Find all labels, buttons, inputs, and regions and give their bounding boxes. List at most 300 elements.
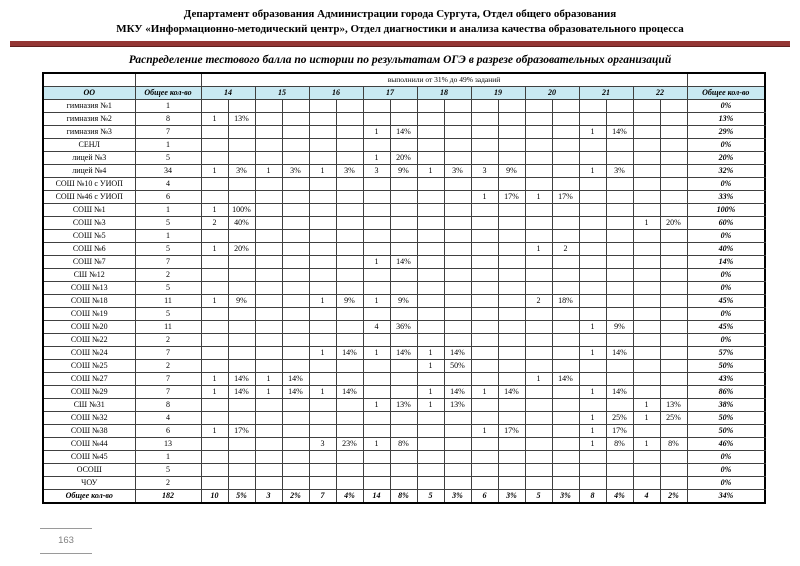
score-pct-cell: [282, 438, 309, 451]
table-row: [43, 464, 765, 477]
score-count-cell: [363, 217, 390, 230]
score-count-cell: [363, 412, 390, 425]
org-name-cell: СОШ №45: [43, 451, 135, 464]
score-pct-cell: [498, 204, 525, 217]
score-pct-cell: [552, 100, 579, 113]
score-count-cell: [525, 321, 552, 334]
score-count-cell: [363, 464, 390, 477]
score-count-cell: [309, 477, 336, 490]
score-pct-cell: [444, 217, 471, 230]
table-body: [43, 100, 765, 504]
score-count-cell: [579, 269, 606, 282]
totals-row: [43, 490, 765, 504]
score-pct-cell: [552, 412, 579, 425]
score-count-cell: [633, 477, 660, 490]
table-row: [43, 399, 765, 412]
score-pct-cell: [498, 243, 525, 256]
row-final-pct-cell: 0%: [687, 100, 765, 113]
score-pct-cell: 2%: [660, 490, 687, 504]
score-count-cell: [255, 321, 282, 334]
org-total-cell: 6: [135, 425, 201, 438]
col-header-score-17: 17: [363, 87, 417, 100]
score-count-cell: [471, 399, 498, 412]
score-pct-cell: [228, 126, 255, 139]
org-name-cell: лицей №4: [43, 165, 135, 178]
score-pct-cell: [282, 399, 309, 412]
score-pct-cell: [444, 100, 471, 113]
score-count-cell: [309, 399, 336, 412]
score-count-cell: [525, 399, 552, 412]
table-row: [43, 451, 765, 464]
score-count-cell: [417, 204, 444, 217]
score-pct-cell: [606, 204, 633, 217]
score-count-cell: [579, 451, 606, 464]
score-count-cell: [309, 100, 336, 113]
score-count-cell: [579, 191, 606, 204]
score-pct-cell: [336, 321, 363, 334]
score-count-cell: [201, 191, 228, 204]
score-pct-cell: [660, 386, 687, 399]
score-count-cell: [525, 360, 552, 373]
score-pct-cell: [498, 321, 525, 334]
score-count-cell: 1: [417, 347, 444, 360]
span-header-row: [43, 73, 765, 87]
score-count-cell: [363, 282, 390, 295]
score-count-cell: 1: [363, 347, 390, 360]
score-count-cell: [417, 152, 444, 165]
score-pct-cell: 14%: [228, 386, 255, 399]
org-total-cell: 7: [135, 256, 201, 269]
span-header-label: выполнили от 31% до 49% заданий: [201, 73, 687, 87]
score-count-cell: [633, 113, 660, 126]
table-row: [43, 217, 765, 230]
score-count-cell: 1: [579, 126, 606, 139]
col-header-total-left: Общее кол-во: [135, 87, 201, 100]
score-pct-cell: [498, 230, 525, 243]
org-total-cell: 5: [135, 243, 201, 256]
score-pct-cell: [282, 204, 309, 217]
score-count-cell: [579, 178, 606, 191]
score-count-cell: 1: [633, 399, 660, 412]
score-pct-cell: [390, 178, 417, 191]
score-count-cell: 1: [579, 412, 606, 425]
score-count-cell: 1: [525, 373, 552, 386]
score-pct-cell: [444, 126, 471, 139]
score-pct-cell: [552, 256, 579, 269]
score-count-cell: 1: [579, 347, 606, 360]
score-count-cell: [309, 139, 336, 152]
score-pct-cell: [282, 100, 309, 113]
score-count-cell: [471, 126, 498, 139]
score-pct-cell: 18%: [552, 295, 579, 308]
score-count-cell: [255, 295, 282, 308]
score-count-cell: [309, 464, 336, 477]
score-count-cell: [471, 334, 498, 347]
score-count-cell: [417, 412, 444, 425]
score-count-cell: [471, 178, 498, 191]
score-pct-cell: [606, 334, 633, 347]
table-row: [43, 334, 765, 347]
score-count-cell: [363, 243, 390, 256]
score-count-cell: [363, 139, 390, 152]
score-pct-cell: [336, 178, 363, 191]
score-pct-cell: [498, 464, 525, 477]
row-final-pct-cell: 0%: [687, 230, 765, 243]
org-total-cell: 6: [135, 191, 201, 204]
score-count-cell: [471, 360, 498, 373]
score-pct-cell: 20%: [660, 217, 687, 230]
score-count-cell: [363, 230, 390, 243]
score-pct-cell: [552, 217, 579, 230]
score-count-cell: [417, 217, 444, 230]
score-count-cell: [417, 321, 444, 334]
row-final-pct-cell: 14%: [687, 256, 765, 269]
row-final-pct-cell: 43%: [687, 373, 765, 386]
score-count-cell: [255, 425, 282, 438]
score-pct-cell: [498, 178, 525, 191]
score-count-cell: [579, 230, 606, 243]
score-pct-cell: [390, 451, 417, 464]
score-count-cell: [633, 230, 660, 243]
table-row: [43, 360, 765, 373]
score-count-cell: [417, 269, 444, 282]
score-count-cell: [201, 347, 228, 360]
row-final-pct-cell: 38%: [687, 399, 765, 412]
score-count-cell: [309, 256, 336, 269]
score-pct-cell: 3%: [444, 490, 471, 504]
score-count-cell: [363, 269, 390, 282]
score-pct-cell: 9%: [498, 165, 525, 178]
header-line-1: Департамент образования Администрации города Сургута, Отдел общего образования: [183, 8, 617, 20]
score-count-cell: [471, 295, 498, 308]
row-final-pct-cell: 0%: [687, 178, 765, 191]
score-pct-cell: [498, 256, 525, 269]
row-final-pct-cell: 0%: [687, 308, 765, 321]
col-header-score-18: 18: [417, 87, 471, 100]
score-pct-cell: [444, 295, 471, 308]
score-count-cell: 1: [579, 386, 606, 399]
score-pct-cell: [498, 139, 525, 152]
score-count-cell: [255, 399, 282, 412]
score-pct-cell: 4%: [336, 490, 363, 504]
score-pct-cell: 3%: [606, 165, 633, 178]
score-count-cell: [201, 477, 228, 490]
table-row: [43, 152, 765, 165]
score-count-cell: [633, 204, 660, 217]
org-name-cell: СОШ №44: [43, 438, 135, 451]
org-name-cell: СШ №31: [43, 399, 135, 412]
table-row: [43, 321, 765, 334]
score-count-cell: [525, 152, 552, 165]
org-total-cell: 8: [135, 113, 201, 126]
col-header-score-21: 21: [579, 87, 633, 100]
score-count-cell: [633, 243, 660, 256]
page-title: Распределение тестового балла по истории по результатам ОГЭ в разрезе образовательных организаций: [128, 54, 672, 66]
score-pct-cell: [606, 360, 633, 373]
table-row: [43, 126, 765, 139]
table-row: [43, 165, 765, 178]
score-pct-cell: [228, 399, 255, 412]
score-pct-cell: [282, 464, 309, 477]
score-count-cell: [633, 334, 660, 347]
score-pct-cell: [444, 152, 471, 165]
score-pct-cell: [444, 464, 471, 477]
score-count-cell: [363, 477, 390, 490]
score-count-cell: 1: [309, 295, 336, 308]
score-count-cell: [255, 282, 282, 295]
score-count-cell: [201, 438, 228, 451]
score-pct-cell: [498, 438, 525, 451]
org-total-cell: 34: [135, 165, 201, 178]
score-count-cell: [309, 230, 336, 243]
score-count-cell: 1: [309, 347, 336, 360]
score-count-cell: [309, 425, 336, 438]
score-pct-cell: [606, 399, 633, 412]
org-total-cell: 5: [135, 217, 201, 230]
score-pct-cell: [282, 191, 309, 204]
score-count-cell: 3: [255, 490, 282, 504]
score-count-cell: [309, 217, 336, 230]
score-count-cell: [255, 204, 282, 217]
score-pct-cell: [390, 139, 417, 152]
org-total-cell: 11: [135, 321, 201, 334]
org-total-cell: 182: [135, 490, 201, 504]
score-count-cell: [633, 165, 660, 178]
score-pct-cell: [390, 230, 417, 243]
score-count-cell: 2: [525, 295, 552, 308]
score-count-cell: [633, 269, 660, 282]
score-count-cell: 1: [363, 126, 390, 139]
score-pct-cell: [282, 412, 309, 425]
score-pct-cell: [660, 334, 687, 347]
score-pct-cell: [390, 269, 417, 282]
score-pct-cell: [660, 139, 687, 152]
score-count-cell: [471, 477, 498, 490]
score-count-cell: [471, 347, 498, 360]
table-row: [43, 412, 765, 425]
score-count-cell: 1: [417, 360, 444, 373]
score-pct-cell: [606, 230, 633, 243]
score-pct-cell: 8%: [390, 490, 417, 504]
row-final-pct-cell: 0%: [687, 139, 765, 152]
score-count-cell: [255, 113, 282, 126]
score-count-cell: [309, 191, 336, 204]
score-pct-cell: [606, 178, 633, 191]
score-pct-cell: 25%: [660, 412, 687, 425]
score-pct-cell: [444, 269, 471, 282]
org-total-cell: 7: [135, 386, 201, 399]
score-count-cell: [363, 360, 390, 373]
score-count-cell: [579, 152, 606, 165]
score-pct-cell: [282, 321, 309, 334]
header-accent-bar: [10, 41, 790, 47]
score-count-cell: [471, 412, 498, 425]
score-pct-cell: [336, 243, 363, 256]
score-pct-cell: [606, 282, 633, 295]
score-pct-cell: [336, 256, 363, 269]
table-row: [43, 438, 765, 451]
score-count-cell: 4: [363, 321, 390, 334]
row-final-pct-cell: 20%: [687, 152, 765, 165]
score-count-cell: [255, 139, 282, 152]
score-count-cell: [309, 373, 336, 386]
score-count-cell: [309, 451, 336, 464]
table-row: [43, 308, 765, 321]
header-line-2: МКУ «Информационно-методический центр», Отдел диагностики и анализа качества образовательного процесса: [116, 23, 684, 35]
score-pct-cell: [444, 451, 471, 464]
score-pct-cell: [228, 438, 255, 451]
score-count-cell: [633, 256, 660, 269]
score-count-cell: [309, 360, 336, 373]
score-pct-cell: 20%: [228, 243, 255, 256]
score-pct-cell: [660, 165, 687, 178]
score-count-cell: 6: [471, 490, 498, 504]
score-pct-cell: 13%: [228, 113, 255, 126]
score-count-cell: [309, 126, 336, 139]
score-count-cell: [633, 295, 660, 308]
score-count-cell: [309, 308, 336, 321]
score-pct-cell: [552, 399, 579, 412]
score-pct-cell: [390, 412, 417, 425]
score-count-cell: 1: [201, 386, 228, 399]
org-name-cell: СОШ №19: [43, 308, 135, 321]
score-count-cell: [417, 425, 444, 438]
score-count-cell: 1: [579, 425, 606, 438]
score-count-cell: [471, 373, 498, 386]
org-name-cell: СОШ №5: [43, 230, 135, 243]
score-pct-cell: [552, 464, 579, 477]
score-count-cell: [201, 308, 228, 321]
score-count-cell: [255, 243, 282, 256]
score-count-cell: [363, 178, 390, 191]
score-count-cell: 1: [363, 438, 390, 451]
score-pct-cell: [444, 178, 471, 191]
score-pct-cell: [228, 347, 255, 360]
score-pct-cell: 17%: [498, 191, 525, 204]
table-row: [43, 230, 765, 243]
score-count-cell: [525, 477, 552, 490]
score-pct-cell: [552, 438, 579, 451]
table-row: [43, 425, 765, 438]
score-pct-cell: [660, 178, 687, 191]
score-count-cell: 1: [201, 243, 228, 256]
table-row: [43, 178, 765, 191]
score-count-cell: [363, 113, 390, 126]
score-pct-cell: [282, 360, 309, 373]
score-pct-cell: [282, 256, 309, 269]
score-pct-cell: 14%: [336, 347, 363, 360]
score-pct-cell: [606, 308, 633, 321]
score-pct-cell: 13%: [444, 399, 471, 412]
score-pct-cell: 100%: [228, 204, 255, 217]
score-pct-cell: [390, 100, 417, 113]
row-final-pct-cell: 40%: [687, 243, 765, 256]
score-pct-cell: [282, 178, 309, 191]
score-count-cell: [363, 204, 390, 217]
score-pct-cell: [498, 308, 525, 321]
row-final-pct-cell: 50%: [687, 412, 765, 425]
score-pct-cell: [228, 139, 255, 152]
score-count-cell: 1: [363, 399, 390, 412]
score-count-cell: 1: [363, 295, 390, 308]
org-name-cell: гимназия №3: [43, 126, 135, 139]
score-pct-cell: [336, 282, 363, 295]
score-pct-cell: [498, 360, 525, 373]
score-count-cell: 1: [201, 425, 228, 438]
score-pct-cell: [660, 243, 687, 256]
org-total-cell: 2: [135, 334, 201, 347]
score-pct-cell: 40%: [228, 217, 255, 230]
score-count-cell: [417, 295, 444, 308]
score-count-cell: [633, 321, 660, 334]
org-name-cell: ОСОШ: [43, 464, 135, 477]
score-count-cell: 5: [417, 490, 444, 504]
score-pct-cell: [606, 451, 633, 464]
score-count-cell: [471, 464, 498, 477]
col-header-score-16: 16: [309, 87, 363, 100]
score-pct-cell: [660, 230, 687, 243]
row-final-pct-cell: 0%: [687, 451, 765, 464]
row-final-pct-cell: 86%: [687, 386, 765, 399]
org-total-cell: 2: [135, 477, 201, 490]
score-pct-cell: [390, 425, 417, 438]
score-pct-cell: [282, 230, 309, 243]
score-pct-cell: [228, 178, 255, 191]
score-count-cell: [525, 113, 552, 126]
row-final-pct-cell: 60%: [687, 217, 765, 230]
row-final-pct-cell: 45%: [687, 295, 765, 308]
score-count-cell: [633, 373, 660, 386]
org-name-cell: гимназия №1: [43, 100, 135, 113]
score-pct-cell: [606, 100, 633, 113]
score-count-cell: [633, 152, 660, 165]
score-pct-cell: [498, 269, 525, 282]
score-count-cell: [417, 126, 444, 139]
score-pct-cell: 14%: [606, 386, 633, 399]
score-pct-cell: [444, 334, 471, 347]
score-count-cell: [525, 178, 552, 191]
score-count-cell: [201, 152, 228, 165]
score-count-cell: 10: [201, 490, 228, 504]
score-count-cell: [201, 269, 228, 282]
score-pct-cell: 14%: [606, 126, 633, 139]
score-pct-cell: [336, 425, 363, 438]
org-name-cell: СОШ №1: [43, 204, 135, 217]
row-final-pct-cell: 45%: [687, 321, 765, 334]
score-count-cell: [309, 243, 336, 256]
score-count-cell: [255, 269, 282, 282]
score-pct-cell: 2: [552, 243, 579, 256]
score-pct-cell: [552, 230, 579, 243]
score-pct-cell: [444, 256, 471, 269]
score-pct-cell: 13%: [660, 399, 687, 412]
score-pct-cell: [606, 243, 633, 256]
score-count-cell: 8: [579, 490, 606, 504]
score-pct-cell: [498, 373, 525, 386]
score-count-cell: [201, 464, 228, 477]
score-count-cell: 1: [309, 386, 336, 399]
score-count-cell: 1: [255, 165, 282, 178]
score-count-cell: [255, 477, 282, 490]
score-pct-cell: 25%: [606, 412, 633, 425]
score-pct-cell: [282, 113, 309, 126]
score-pct-cell: [660, 347, 687, 360]
score-pct-cell: [282, 451, 309, 464]
score-count-cell: [579, 139, 606, 152]
score-pct-cell: 14%: [390, 256, 417, 269]
score-pct-cell: [336, 399, 363, 412]
row-final-pct-cell: 34%: [687, 490, 765, 504]
